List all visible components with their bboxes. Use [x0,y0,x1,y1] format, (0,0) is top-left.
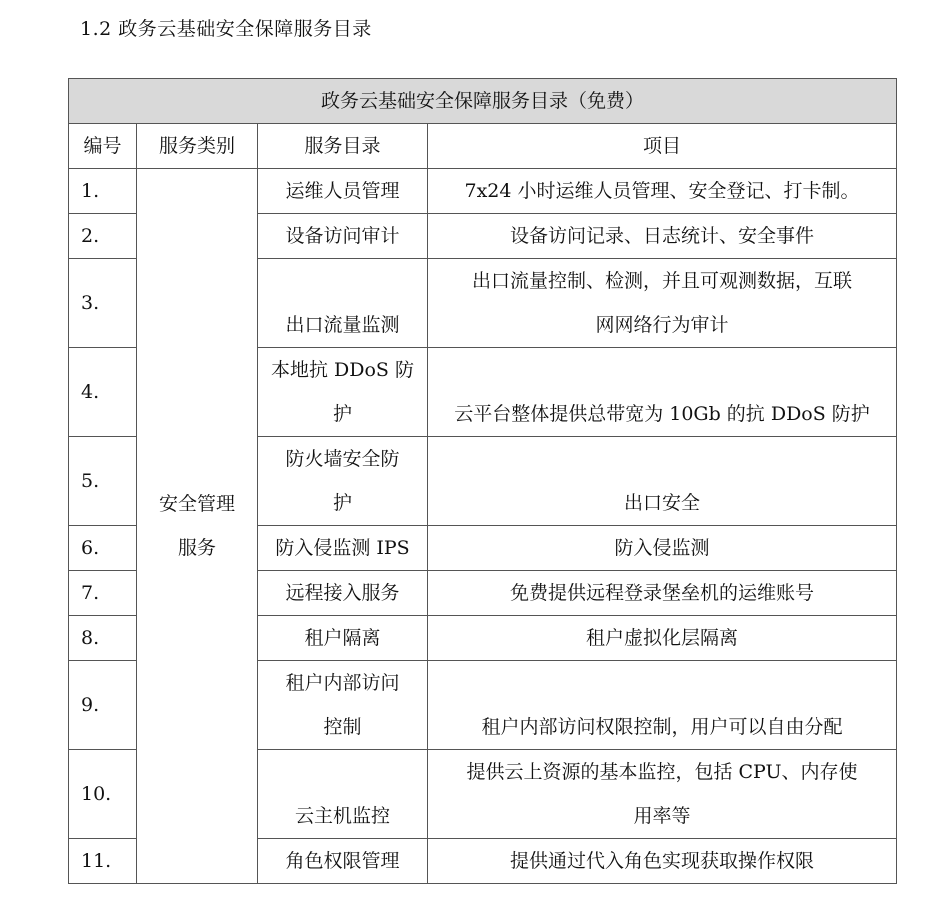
row-number: 1. [69,169,137,214]
item-text: 出口安全 [624,492,701,514]
row-number: 9. [69,661,137,750]
header-number: 编号 [69,124,137,169]
row-number: 4. [69,348,137,437]
item-cell: 防入侵监测 [428,526,897,571]
service-cell [258,750,428,839]
item-cell [428,259,897,348]
service-cell: 租户隔离 [258,616,428,661]
item-text: 云平台整体提供总带宽为 10Gb 的抗 DDoS 防护 [454,403,870,425]
service-cell: 防入侵监测 IPS [258,526,428,571]
category-label-line2: 服务 [177,537,216,559]
service-text: 出口流量监测 [285,314,400,336]
row-number: 2. [69,214,137,259]
item-cell: 7x24 小时运维人员管理、安全登记、打卡制。 [428,169,897,214]
service-text-line2: 护 [332,403,352,425]
item-text-line2: 网网络行为审计 [595,314,729,336]
row-number: 6. [69,526,137,571]
service-cell [258,437,428,526]
service-cell [258,348,428,437]
row-number: 5. [69,437,137,526]
table-header-row [69,124,897,169]
service-cell [258,661,428,750]
item-cell [428,348,897,437]
table-title-row [69,79,897,124]
service-text-line2: 护 [332,492,352,514]
service-cell: 运维人员管理 [258,169,428,214]
item-text: 租户内部访问权限控制，用户可以自由分配 [481,716,843,738]
header-category: 服务类别 [137,124,258,169]
table-title: 政务云基础安全保障服务目录（免费） [69,79,897,124]
section-heading: 1.2 政务云基础安全保障服务目录 [80,18,372,40]
item-cell [428,750,897,839]
row-number: 10. [69,750,137,839]
item-cell: 设备访问记录、日志统计、安全事件 [428,214,897,259]
row-number: 3. [69,259,137,348]
item-cell: 租户虚拟化层隔离 [428,616,897,661]
row-number: 7. [69,571,137,616]
service-cell: 角色权限管理 [258,839,428,884]
item-text-line1: 提供云上资源的基本监控，包括 CPU、内存使 [466,761,858,783]
item-cell [428,437,897,526]
item-text-line1: 出口流量控制、检测，并且可观测数据，互联 [472,270,853,292]
category-cell [137,169,258,884]
service-cell: 设备访问审计 [258,214,428,259]
table-row [69,169,897,214]
service-text: 云主机监控 [294,805,390,827]
service-catalog-table [68,78,897,884]
service-text-line1: 租户内部访问 [285,672,400,694]
service-cell [258,259,428,348]
service-text-line2: 控制 [323,716,362,738]
service-text-line1: 防火墙安全防 [285,448,400,470]
item-cell [428,661,897,750]
row-number: 11. [69,839,137,884]
service-cell: 远程接入服务 [258,571,428,616]
header-service: 服务目录 [258,124,428,169]
item-cell: 免费提供远程登录堡垒机的运维账号 [428,571,897,616]
service-text-line1: 本地抗 DDoS 防 [270,359,414,381]
category-label-line1: 安全管理 [158,493,235,515]
header-item: 项目 [428,124,897,169]
row-number: 8. [69,616,137,661]
item-text-line2: 用率等 [633,805,691,827]
item-cell: 提供通过代入角色实现获取操作权限 [428,839,897,884]
